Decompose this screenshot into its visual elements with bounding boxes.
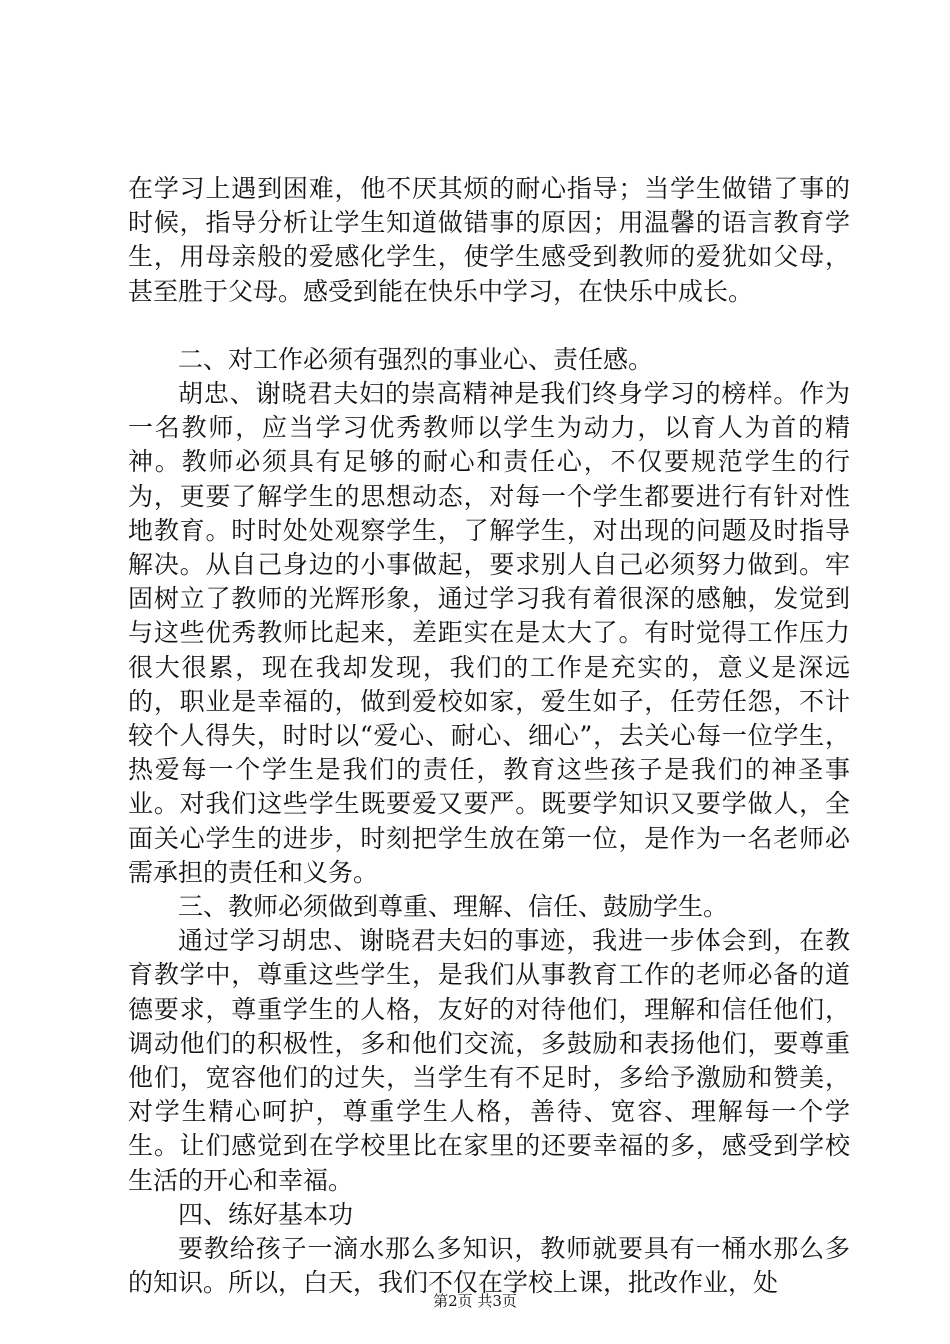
page-number-footer: 第2页 共3页 [433, 1292, 517, 1310]
document-body [128, 172, 850, 1301]
paragraph-basic-skills: 要教给孩子一滴水那么多知识，教师就要具有一桶水那么多的知识。所以，白天，我们不仅在学校上课，批改作业，处 [128, 1234, 850, 1298]
section-heading-four: 四、练好基本功 [178, 1199, 354, 1229]
paragraph-respect: 通过学习胡忠、谢晓君夫妇的事迹，我进一步体会到，在教育教学中，尊重这些学生，是我们从事教育工作的老师必备的道德要求，尊重学生的人格，友好的对待他们，理解和信任他们，调动他们的积极性，多和他们交流，多鼓励和表扬他们，要尊重他们，宽容他们的过失，当学生有不足时，多给予激励和赞美，对学生精心呵护，尊重学生人格，善待、宽容、理解每一个学生。让们感觉到在学校里比在家里的还要幸福的多，感受到学校生活的开心和幸福。 [128, 926, 850, 1195]
section-heading-three: 三、教师必须做到尊重、理解、信任、鼓励学生。 [178, 892, 729, 922]
paragraph-responsibility: 胡忠、谢晓君夫妇的崇高精神是我们终身学习的榜样。作为一名教师，应当学习优秀教师以学生为动力，以育人为首的精神。教师必须具有足够的耐心和责任心，不仅要规范学生的行为，更要了解学生的思想动态，对每一个学生都要进行有针对性地教育。时时处处观察学生，了解学生，对出现的问题及时指导解决。从自己身边的小事做起，要求别人自己必须努力做到。牢固树立了教师的光辉形象，通过学习我有着很深的感触，发觉到与这些优秀教师比起来，差距实在是太大了。有时觉得工作压力很大很累，现在我却发现，我们的工作是充实的，意义是深远的，职业是幸福的，做到爱校如家，爱生如子，任劳任怨，不计较个人得失，时时以“爱心、耐心、细心”，去关心每一位学生，热爱每一个学生是我们的责任，教育这些孩子是我们的神圣事业。对我们这些学生既要爱又要严。既要学知识又要学做人，全面关心学生的进步，时刻把学生放在第一位，是作为一名老师必需承担的责任和义务。 [128, 379, 850, 887]
paragraph-continuation: 在学习上遇到困难，他不厌其烦的耐心指导；当学生做错了事的时候，指导分析让学生知道做错事的原因；用温馨的语言教育学生，用母亲般的爱感化学生，使学生感受到教师的爱犹如父母，甚至胜于父母。感受到能在快乐中学习，在快乐中成长。 [128, 174, 850, 306]
section-heading-two: 二、对工作必须有强烈的事业心、责任感。 [178, 344, 654, 374]
